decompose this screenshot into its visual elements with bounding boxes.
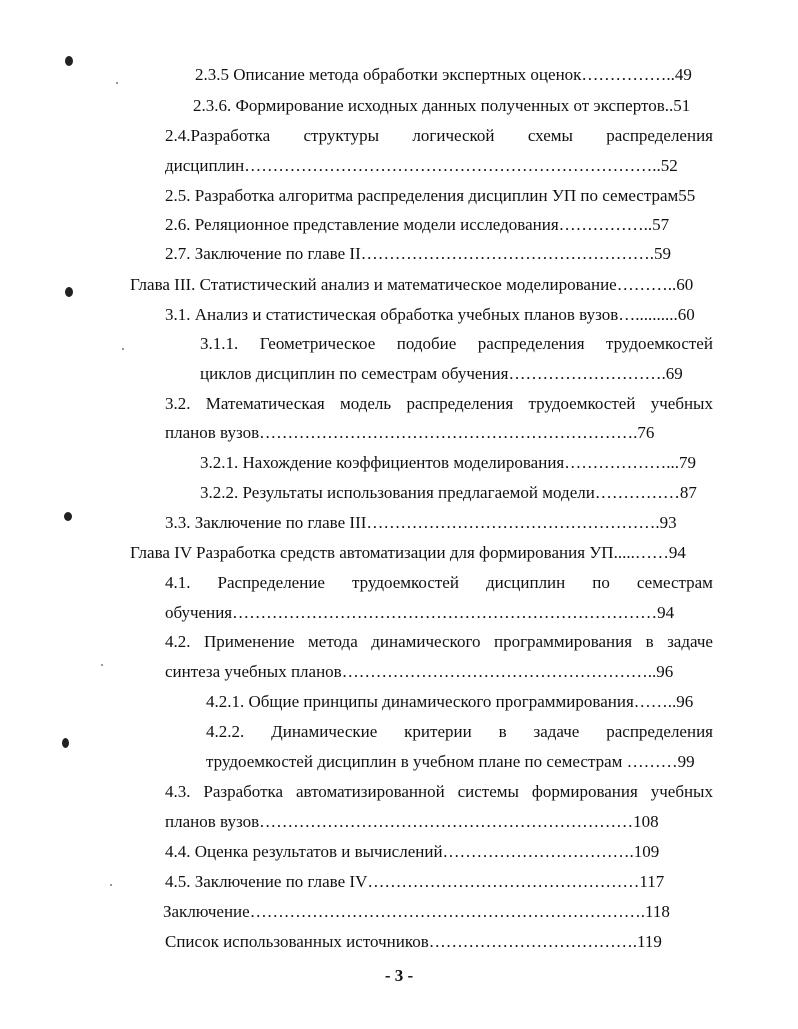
toc-entry-3-1-1-line2: циклов дисциплин по семестрам обучения……………………….69 [200,364,683,383]
toc-chapter-3: Глава III. Статистический анализ и математическое моделирование………..60 [130,275,694,294]
toc-word: дисциплин [485,573,566,592]
toc-entry-2-6: 2.6. Реляционное представление модели исследования……………..57 [165,215,670,234]
toc-word: по [592,573,610,592]
toc-entry-3-2-2: 3.2.2. Результаты использования предлагаемой модели……………87 [200,483,697,502]
toc-word: программирования [493,632,633,651]
toc-word: задаче [533,722,580,741]
toc-word: метода [308,632,358,651]
toc-entry-4-3-line2: планов вузов…………………………………………………………108 [165,812,659,831]
toc-entry-3-3: 3.3. Заключение по главе III…………………………………………….93 [165,513,677,532]
toc-word: 4.3. [165,782,191,801]
toc-word: трудоемкостей [352,573,459,592]
scan-dot-4 [62,738,69,748]
toc-word: трудоемкостей [528,394,636,413]
scan-speck-1 [116,82,118,84]
toc-word: Разработка [203,782,284,801]
toc-word: критерии [404,722,472,741]
scan-dot-2 [65,287,73,297]
toc-entry-4-3-line1 [165,782,713,802]
toc-entry-4-4: 4.4. Оценка результатов и вычислений…………………………….109 [165,842,660,861]
scan-speck-4 [110,884,112,886]
toc-word: распределения [606,722,713,741]
toc-word: распределения [406,394,514,413]
toc-word: схемы [527,126,573,145]
toc-entry-2-7: 2.7. Заключение по главе II…………………………………………….59 [165,244,671,263]
toc-word: Геометрическое [259,334,376,353]
toc-word: 4.1. [165,573,191,592]
toc-word: Применение [203,632,295,651]
toc-word: семестрам [636,573,713,592]
toc-entry-4-2-2-line1 [206,722,713,742]
toc-entry-references: Список использованных источников……………………………….119 [165,932,662,951]
toc-word: 2.4.Разработка [165,126,271,145]
toc-entry-4-5: 4.5. Заключение по главе IV…………………………………………117 [165,872,665,891]
toc-word: Математическая [205,394,325,413]
toc-entry-4-1-line2: обучения…………………………………………………………………94 [165,603,675,622]
toc-entry-4-2-2-line2: трудоемкостей дисциплин в учебном плане по семестрам ………99 [206,752,695,771]
toc-entry-2-3-6: 2.3.6. Формирование исходных данных полученных от экспертов..51 [193,96,691,115]
scan-speck-3 [101,664,103,666]
scan-speck-2 [122,348,124,350]
toc-entry-2-3-5: 2.3.5 Описание метода обработки экспертных оценок……………..49 [195,65,692,84]
toc-word: в [498,722,507,741]
toc-word: учебных [650,394,713,413]
toc-entry-3-2-line1 [165,394,713,414]
toc-word: Распределение [217,573,325,592]
toc-word: динамического [371,632,481,651]
toc-entry-3-2-line2: планов вузов………………………………………………………….76 [165,423,655,442]
toc-word: модель [339,394,392,413]
toc-entry-4-2-1: 4.2.1. Общие принципы динамического программирования……..96 [206,692,694,711]
toc-word: структуры [303,126,380,145]
toc-entry-3-1: 3.1. Анализ и статистическая обработка учебных планов вузов…..........60 [165,305,695,324]
toc-word: 3.2. [165,394,191,413]
toc-entry-4-2-line2: синтеза учебных планов………………………………………………..96 [165,662,674,681]
toc-word: 3.1.1. [200,334,239,353]
toc-entry-2-4-line2: дисциплин………………………………………………………………..52 [165,156,678,175]
toc-word: 4.2. [165,632,191,651]
toc-chapter-4: Глава IV Разработка средств автоматизации для формирования УП.....……94 [130,543,686,562]
toc-word: задаче [667,632,713,651]
page-number: - 3 - [384,966,414,985]
toc-word: распределения [606,126,713,145]
toc-word: логической [412,126,495,145]
scan-dot-3 [64,512,72,521]
toc-word: в [645,632,654,651]
toc-word: трудоемкостей [606,334,713,353]
toc-word: учебных [650,782,713,801]
toc-word: подобие [396,334,457,353]
toc-entry-conclusion: Заключение…………………………………………………………….118 [163,902,670,921]
toc-entry-4-2-line1 [165,632,713,652]
toc-word: формирования [531,782,638,801]
toc-entry-2-4-line1 [165,126,713,146]
scan-dot-1 [65,56,73,66]
toc-entry-3-2-1: 3.2.1. Нахождение коэффициентов моделирования………………...79 [200,453,696,472]
toc-word: Динамические [271,722,378,741]
toc-word: автоматизированной [295,782,445,801]
toc-word: системы [457,782,519,801]
toc-entry-2-5: 2.5. Разработка алгоритма распределения дисциплин УП по семестрам55 [165,186,696,205]
toc-word: 4.2.2. [206,722,245,741]
toc-entry-3-1-1-line1 [200,334,713,354]
toc-word: распределения [477,334,585,353]
toc-entry-4-1-line1 [165,573,713,593]
